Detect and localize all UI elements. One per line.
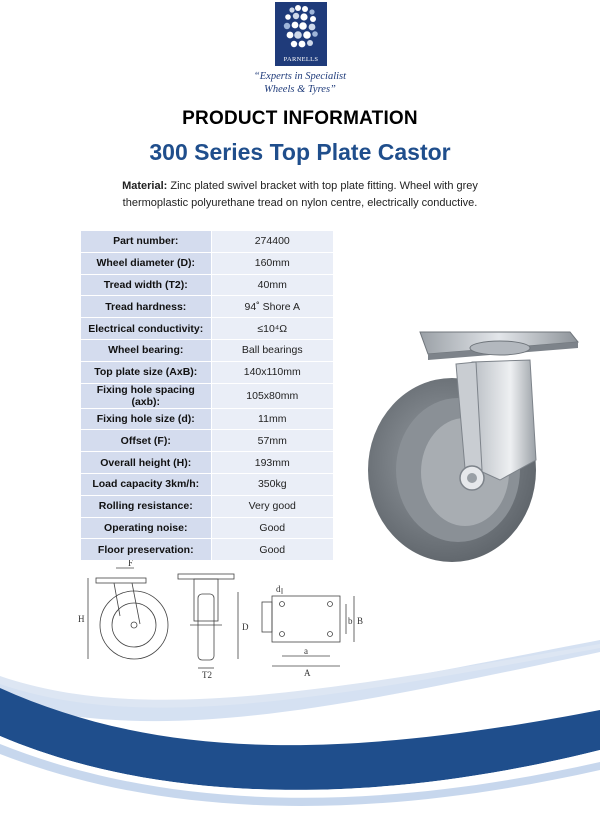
spec-label: Electrical conductivity: xyxy=(81,318,212,340)
spec-value: Good xyxy=(211,517,334,539)
material-text: Zinc plated swivel bracket with top plate fitting. Wheel with grey thermoplastic polyurethane tread on nylon centre, electrically conductive. xyxy=(122,180,478,209)
spec-row xyxy=(81,252,334,274)
label-d: d xyxy=(276,584,281,594)
spec-value: Ball bearings xyxy=(211,339,334,361)
spec-row xyxy=(81,296,334,318)
spec-row xyxy=(81,517,334,539)
spec-table-body xyxy=(81,231,334,561)
spec-label: Offset (F): xyxy=(81,430,212,452)
spec-row xyxy=(81,473,334,495)
spec-value: 140x110mm xyxy=(211,361,334,383)
spec-row xyxy=(81,383,334,408)
decorative-swoosh xyxy=(0,640,600,836)
spec-row xyxy=(81,361,334,383)
spec-label: Part number: xyxy=(81,231,212,253)
spec-label: Tread width (T2): xyxy=(81,274,212,296)
label-D: D xyxy=(242,622,249,632)
spec-label: Fixing hole spacing (axb): xyxy=(81,383,212,408)
product-name: 300 Series Top Plate Castor xyxy=(149,139,451,165)
company-logo xyxy=(275,2,327,66)
spec-value: 160mm xyxy=(211,252,334,274)
material-label: Material: xyxy=(122,180,168,192)
spec-label: Load capacity 3km/h: xyxy=(81,473,212,495)
spec-label: Operating noise: xyxy=(81,517,212,539)
label-F: F xyxy=(128,560,134,568)
spec-value: 274400 xyxy=(211,231,334,253)
material-description xyxy=(90,178,510,212)
spec-row xyxy=(81,539,334,561)
spec-label: Overall height (H): xyxy=(81,452,212,474)
spec-value: 40mm xyxy=(211,274,334,296)
spec-table xyxy=(80,230,334,561)
spec-value: 94˚ Shore A xyxy=(211,296,334,318)
label-b: b xyxy=(348,616,353,626)
spec-value: ≤10⁴Ω xyxy=(211,318,334,340)
label-H: H xyxy=(78,614,85,624)
label-B: B xyxy=(357,616,364,626)
castor-photo xyxy=(360,320,590,570)
spec-value: Good xyxy=(211,539,334,561)
spec-value: Very good xyxy=(211,495,334,517)
spec-row xyxy=(81,339,334,361)
spec-label: Top plate size (AxB): xyxy=(81,361,212,383)
spec-row xyxy=(81,495,334,517)
spec-row xyxy=(81,408,334,430)
spec-label: Tread hardness: xyxy=(81,296,212,318)
label-T2: T2 xyxy=(202,670,212,680)
spec-value: 57mm xyxy=(211,430,334,452)
spec-row xyxy=(81,318,334,340)
logo-dots-icon xyxy=(275,2,327,52)
brand-tagline: “Experts in Specialist Wheels & Tyres” xyxy=(253,71,347,95)
label-a: a xyxy=(304,646,308,656)
label-A: A xyxy=(304,668,311,678)
spec-value: 11mm xyxy=(211,408,334,430)
spec-label: Rolling resistance: xyxy=(81,495,212,517)
logo-wordmark: PARNELLS xyxy=(283,56,319,63)
spec-label: Fixing hole size (d): xyxy=(81,408,212,430)
spec-value: 193mm xyxy=(211,452,334,474)
spec-row xyxy=(81,231,334,253)
spec-row xyxy=(81,274,334,296)
spec-label: Wheel bearing: xyxy=(81,339,212,361)
spec-value: 350kg xyxy=(211,473,334,495)
spec-label: Floor preservation: xyxy=(81,539,212,561)
spec-label: Wheel diameter (D): xyxy=(81,252,212,274)
spec-value: 105x80mm xyxy=(211,383,334,408)
spec-row xyxy=(81,430,334,452)
spec-row xyxy=(81,452,334,474)
page-title: PRODUCT INFORMATION xyxy=(182,108,418,129)
